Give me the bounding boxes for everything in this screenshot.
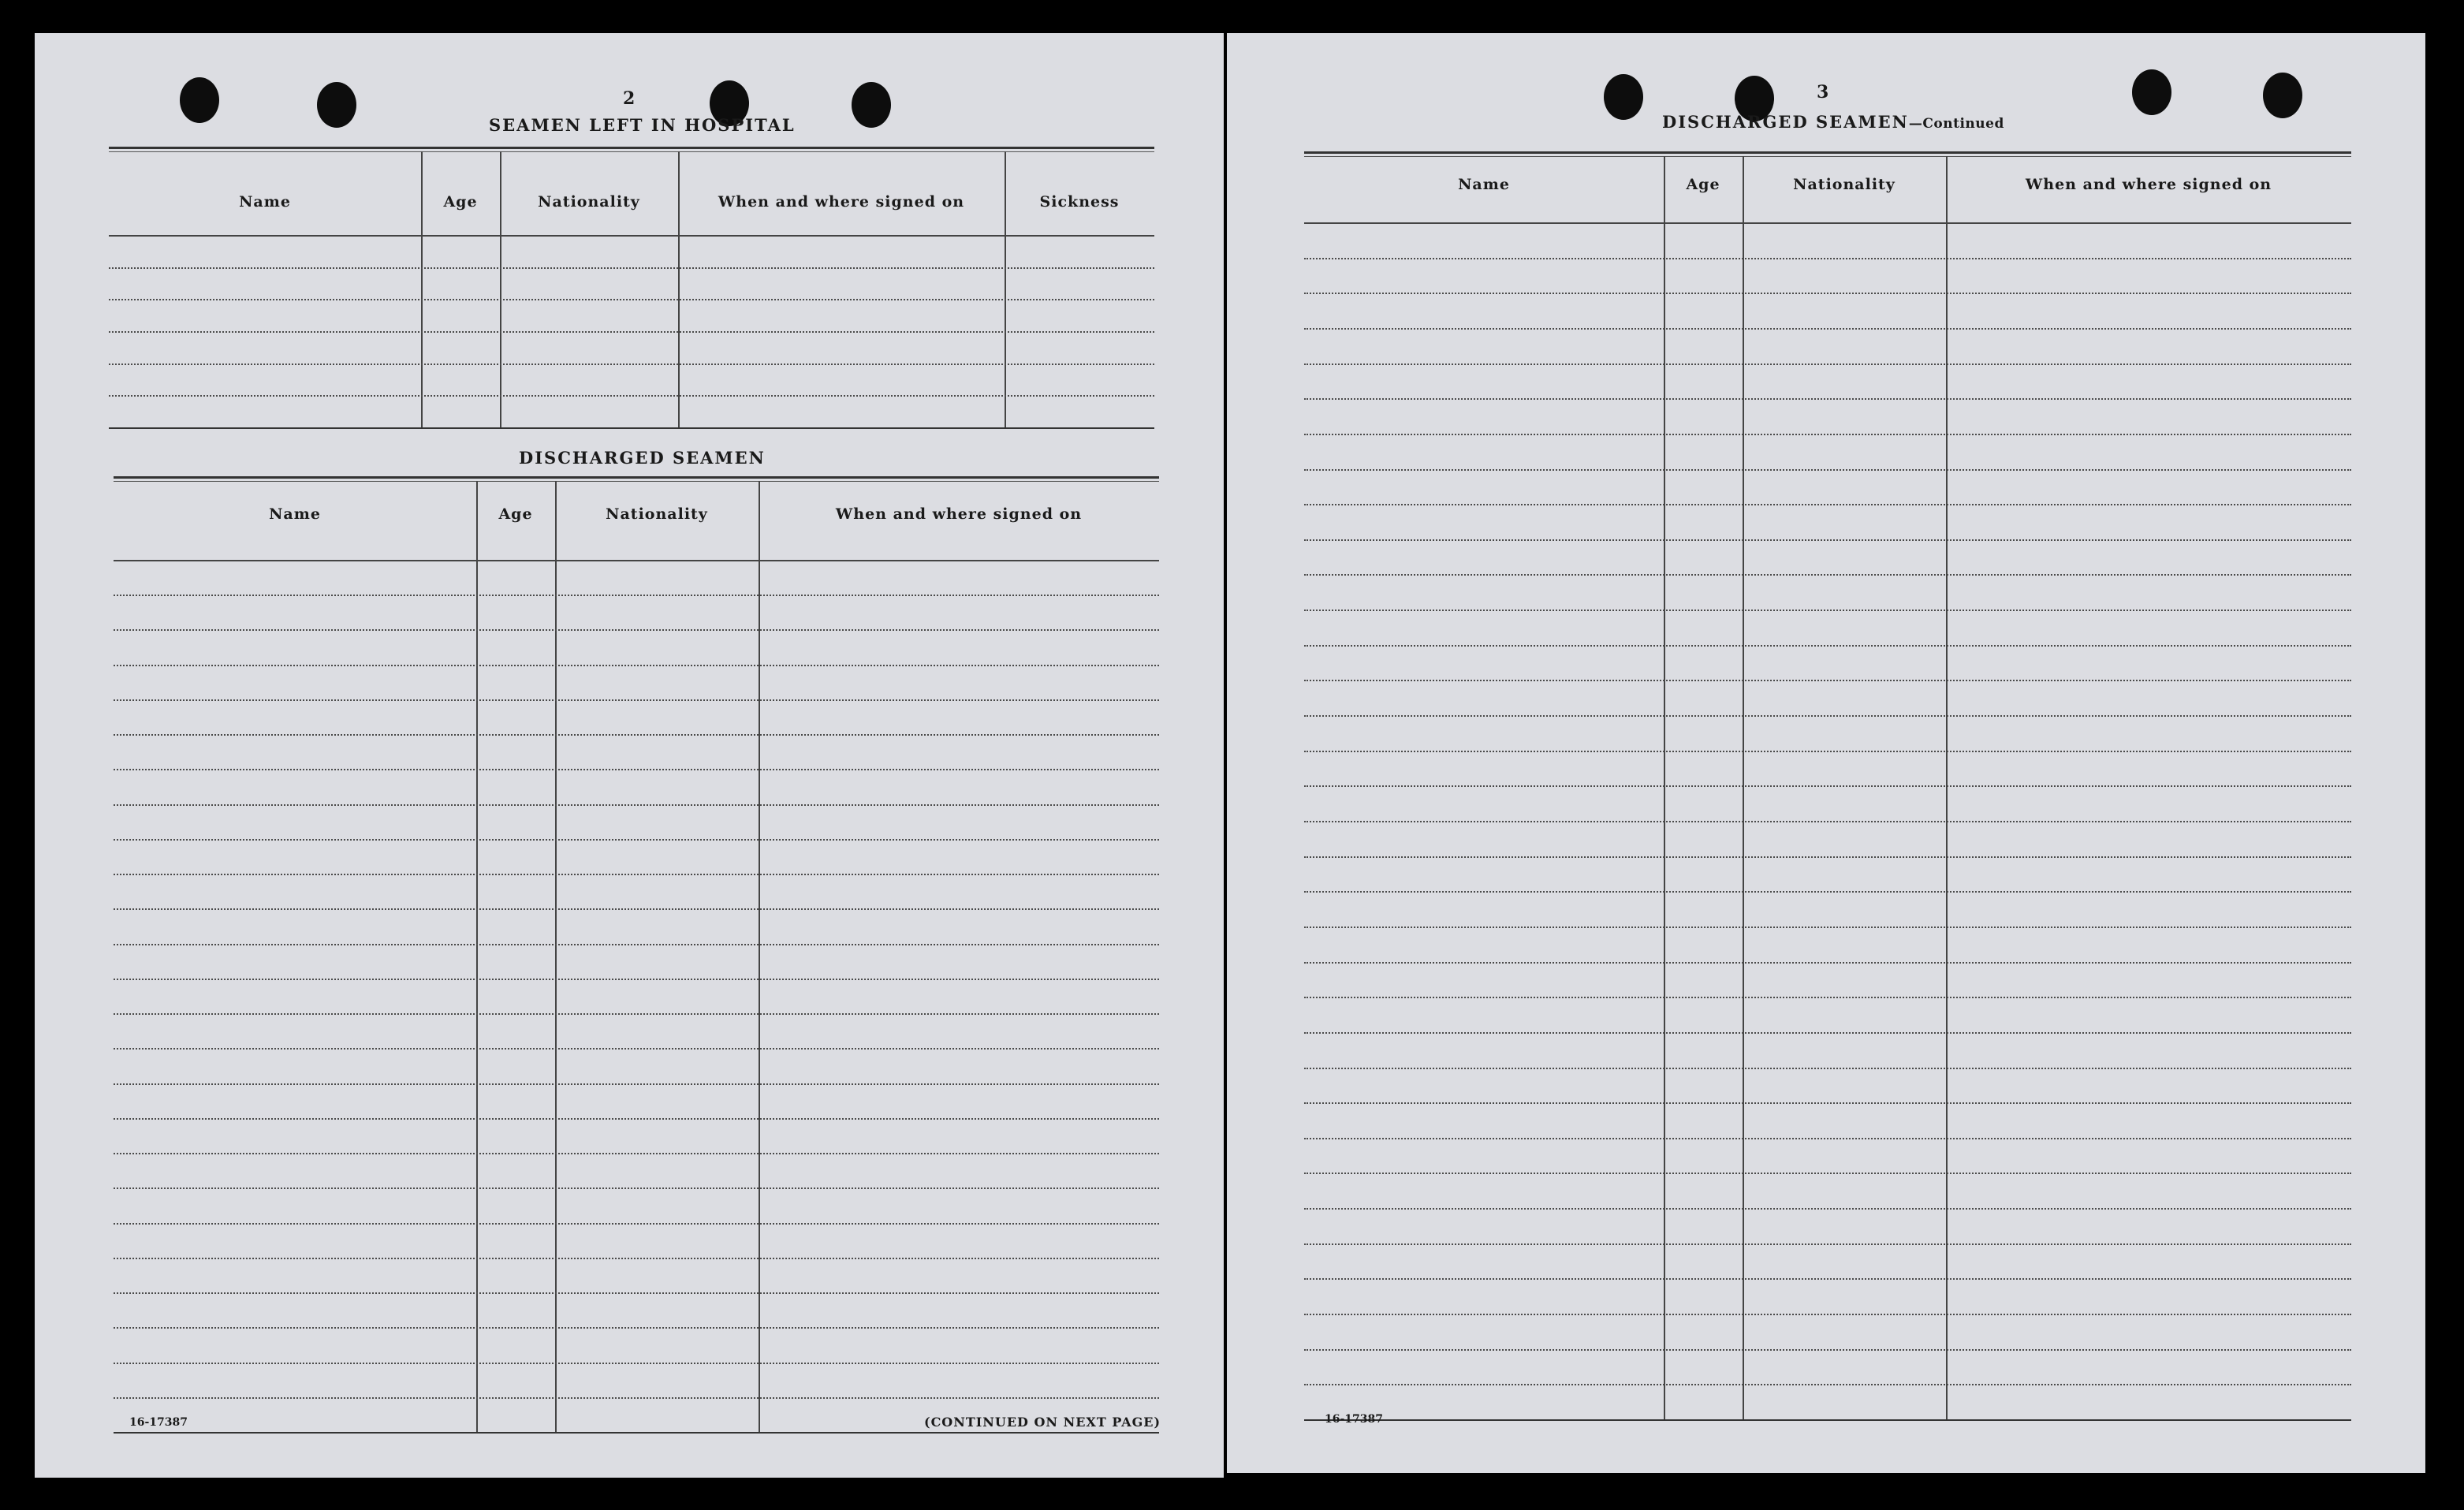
page-number: 3	[1817, 82, 1830, 103]
punch-hole	[2132, 69, 2171, 115]
row-rule	[114, 979, 1159, 980]
row-rule	[1304, 891, 2351, 893]
row-rule	[114, 804, 1159, 806]
row-rule	[1304, 997, 2351, 998]
row-rule	[1304, 574, 2351, 576]
row-rule	[1304, 856, 2351, 858]
row-rule	[114, 908, 1159, 910]
row-rule	[1304, 1032, 2351, 1034]
column-header-name: Name	[269, 505, 321, 523]
discharged-continued-title	[1662, 112, 2004, 132]
row-rule	[114, 595, 1159, 596]
row-rule	[114, 1258, 1159, 1259]
column-header-sickness: Sickness	[1039, 193, 1120, 211]
column-header-nationality: Nationality	[606, 505, 708, 523]
row-rule	[1304, 785, 2351, 787]
column-header-age: Age	[443, 193, 478, 211]
row-rule	[1304, 504, 2351, 505]
page-number: 2	[623, 88, 636, 109]
row-rule	[114, 1327, 1159, 1329]
section-title-text: DISCHARGED SEAMEN	[1662, 112, 1909, 132]
row-rule	[114, 769, 1159, 770]
punch-hole	[1604, 74, 1643, 120]
form-number: 16-17387	[1325, 1413, 1383, 1426]
row-rule	[114, 1187, 1159, 1189]
row-rule	[1304, 539, 2351, 541]
row-rule	[1304, 434, 2351, 435]
punch-hole	[180, 77, 219, 123]
form-number: 16-17387	[129, 1416, 188, 1429]
row-rule	[114, 734, 1159, 736]
column-header-signed-on: When and where signed on	[2025, 176, 2272, 193]
column-header-age: Age	[1686, 176, 1720, 193]
row-rule	[109, 395, 1154, 397]
column-header-signed-on: When and where signed on	[835, 505, 1083, 523]
row-rule	[1304, 751, 2351, 752]
discharged-table	[114, 476, 1159, 1435]
column-header-name: Name	[239, 193, 291, 211]
punch-hole	[852, 82, 891, 128]
row-rule	[1304, 258, 2351, 259]
row-rule	[1304, 1173, 2351, 1174]
discharged-section-title: DISCHARGED SEAMEN	[519, 448, 766, 468]
row-rule	[1304, 1384, 2351, 1385]
row-rule	[114, 699, 1159, 701]
row-rule	[114, 839, 1159, 841]
column-header-name: Name	[1458, 176, 1510, 193]
row-rule	[1304, 927, 2351, 928]
row-rule	[114, 665, 1159, 666]
discharged-continued-table	[1304, 151, 2351, 1422]
row-rule	[1304, 962, 2351, 964]
row-rule	[109, 364, 1154, 365]
row-rule	[1304, 645, 2351, 647]
row-rule	[1304, 398, 2351, 400]
row-rule	[1304, 1068, 2351, 1069]
row-rule	[114, 629, 1159, 631]
row-rule	[114, 1083, 1159, 1085]
left-page	[35, 33, 1224, 1478]
punch-hole	[2263, 73, 2302, 118]
row-rule	[1304, 1314, 2351, 1315]
row-rule	[109, 267, 1154, 269]
right-page	[1227, 33, 2425, 1473]
row-rule	[1304, 1278, 2351, 1280]
section-title-suffix: —Continued	[1908, 116, 2004, 132]
hospital-table	[109, 147, 1154, 431]
row-rule	[1304, 1102, 2351, 1104]
row-rule	[1304, 328, 2351, 330]
row-rule	[114, 1118, 1159, 1120]
column-header-nationality: Nationality	[1793, 176, 1896, 193]
punch-hole	[317, 82, 356, 128]
row-rule	[114, 1397, 1159, 1399]
row-rule	[109, 299, 1154, 300]
row-rule	[114, 1292, 1159, 1294]
row-rule	[1304, 715, 2351, 717]
row-rule	[1304, 469, 2351, 471]
row-rule	[1304, 680, 2351, 681]
column-header-age: Age	[498, 505, 533, 523]
row-rule	[1304, 610, 2351, 611]
row-rule	[114, 1048, 1159, 1050]
row-rule	[114, 1013, 1159, 1015]
row-rule	[1304, 293, 2351, 294]
row-rule	[1304, 364, 2351, 365]
row-rule	[1304, 821, 2351, 822]
row-rule	[109, 331, 1154, 333]
column-header-signed-on: When and where signed on	[718, 193, 965, 211]
row-rule	[114, 944, 1159, 945]
column-header-nationality: Nationality	[538, 193, 640, 211]
row-rule	[114, 1153, 1159, 1154]
row-rule	[114, 1223, 1159, 1225]
row-rule	[1304, 1138, 2351, 1139]
row-rule	[1304, 1208, 2351, 1210]
row-rule	[1304, 1243, 2351, 1245]
continued-note: (CONTINUED ON NEXT PAGE)	[924, 1415, 1161, 1430]
row-rule	[114, 1363, 1159, 1364]
row-rule	[114, 874, 1159, 875]
row-rule	[1304, 1349, 2351, 1351]
hospital-section-title: SEAMEN LEFT IN HOSPITAL	[489, 115, 796, 135]
